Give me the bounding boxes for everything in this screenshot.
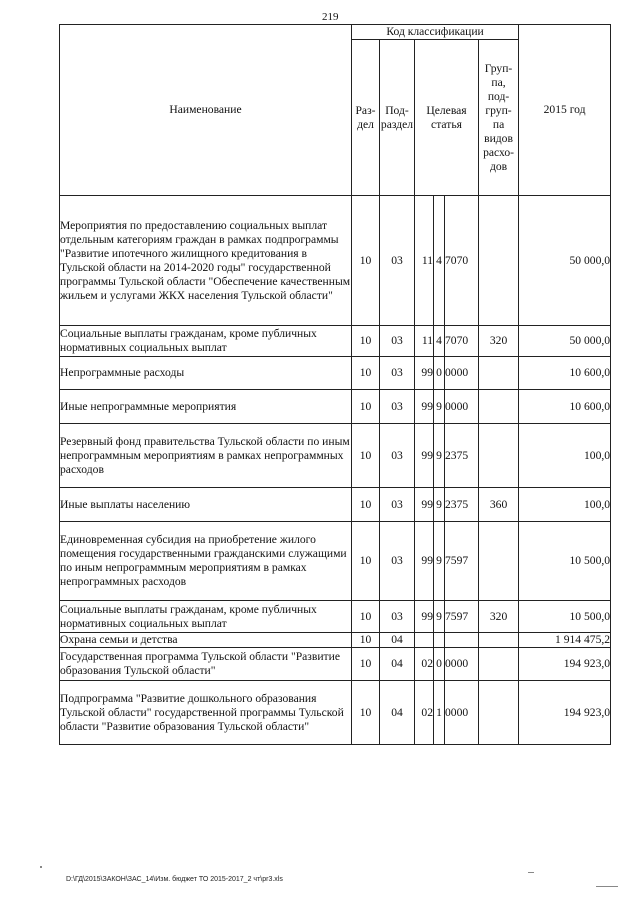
row-group (479, 357, 519, 390)
file-path-footer: D:\ГД\2015\ЗАКОН\ЗАС_14\Изм. бюджет ТО 2015-2017_2 чт\pr3.xls (66, 876, 283, 883)
row-statia-program: 02 (415, 648, 434, 681)
row-podrazdel: 03 (380, 390, 415, 424)
row-statia-program: 11 (415, 196, 434, 326)
row-name: Иные непрограммные мероприятия (60, 390, 352, 424)
row-podrazdel: 03 (380, 424, 415, 488)
row-razdel: 10 (352, 601, 380, 633)
row-razdel: 10 (352, 196, 380, 326)
row-statia-direction: 0000 (445, 357, 479, 390)
row-statia-subprogram: 9 (434, 424, 445, 488)
row-podrazdel: 03 (380, 326, 415, 357)
row-group: 320 (479, 601, 519, 633)
row-statia-subprogram: 1 (434, 681, 445, 745)
row-group (479, 633, 519, 648)
header-classification: Код классификации (352, 25, 519, 40)
row-razdel: 10 (352, 390, 380, 424)
table-row (60, 681, 611, 745)
row-razdel: 10 (352, 357, 380, 390)
row-amount: 100,0 (519, 488, 611, 522)
row-razdel: 10 (352, 488, 380, 522)
row-statia-program: 11 (415, 326, 434, 357)
row-podrazdel: 03 (380, 488, 415, 522)
header-year: 2015 год (519, 25, 611, 196)
row-name: Единовременная субсидия на приобретение жилого помещения государственными гражданскими служащими по иным непрограммным мероприятиям в рамках непрограммных расходов (60, 522, 352, 601)
row-statia-subprogram: 0 (434, 648, 445, 681)
page-number: 219 (322, 11, 339, 23)
row-amount: 10 600,0 (519, 390, 611, 424)
row-statia-program: 02 (415, 681, 434, 745)
row-name: Подпрограмма "Развитие дошкольного образования Тульской области" государственной программы Тульской области "Развитие образования Тульской области" (60, 681, 352, 745)
row-razdel: 10 (352, 326, 380, 357)
row-amount: 10 600,0 (519, 357, 611, 390)
scan-speck (528, 872, 534, 873)
header-name: Наименование (60, 25, 352, 196)
row-name: Социальные выплаты гражданам, кроме публичных нормативных социальных выплат (60, 326, 352, 357)
table-row (60, 601, 611, 633)
scan-speck (40, 866, 42, 868)
table-row (60, 488, 611, 522)
row-statia-subprogram: 9 (434, 522, 445, 601)
table-row (60, 357, 611, 390)
row-podrazdel: 04 (380, 681, 415, 745)
row-statia-program: 99 (415, 424, 434, 488)
row-amount: 10 500,0 (519, 601, 611, 633)
row-name: Непрограммные расходы (60, 357, 352, 390)
row-amount: 194 923,0 (519, 681, 611, 745)
row-statia-direction: 0000 (445, 390, 479, 424)
table-row (60, 390, 611, 424)
row-statia-direction: 0000 (445, 648, 479, 681)
row-name: Государственная программа Тульской области "Развитие образования Тульской области" (60, 648, 352, 681)
row-podrazdel: 03 (380, 357, 415, 390)
row-name: Социальные выплаты гражданам, кроме публичных нормативных социальных выплат (60, 601, 352, 633)
row-statia-program: 99 (415, 357, 434, 390)
row-statia-direction: 7070 (445, 326, 479, 357)
row-name: Резервный фонд правительства Тульской области по иным непрограммным мероприятиям в рамках непрограммных расходов (60, 424, 352, 488)
table-row (60, 522, 611, 601)
row-statia-subprogram: 9 (434, 390, 445, 424)
row-statia-subprogram (434, 633, 445, 648)
table-row (60, 424, 611, 488)
row-podrazdel: 03 (380, 522, 415, 601)
row-statia-subprogram: 0 (434, 357, 445, 390)
row-group (479, 522, 519, 601)
row-statia-subprogram: 4 (434, 196, 445, 326)
row-statia-subprogram: 4 (434, 326, 445, 357)
row-amount: 194 923,0 (519, 648, 611, 681)
row-razdel: 10 (352, 681, 380, 745)
row-razdel: 10 (352, 633, 380, 648)
row-statia-program (415, 633, 434, 648)
row-group: 320 (479, 326, 519, 357)
row-statia-direction: 7597 (445, 601, 479, 633)
table-row (60, 648, 611, 681)
row-amount: 1 914 475,2 (519, 633, 611, 648)
row-amount: 100,0 (519, 424, 611, 488)
row-amount: 50 000,0 (519, 326, 611, 357)
row-podrazdel: 03 (380, 601, 415, 633)
row-name: Иные выплаты населению (60, 488, 352, 522)
row-group: 360 (479, 488, 519, 522)
row-statia-subprogram: 9 (434, 601, 445, 633)
budget-table (59, 24, 611, 745)
header-razdel: Раз- дел (352, 40, 380, 196)
row-statia-program: 99 (415, 601, 434, 633)
row-group (479, 196, 519, 326)
table-row (60, 196, 611, 326)
scan-speck (596, 886, 618, 887)
row-amount: 10 500,0 (519, 522, 611, 601)
header-group: Груп- па, под- груп- па видов расхо- дов (479, 40, 519, 196)
row-name: Мероприятия по предоставлению социальных выплат отдельным категориям граждан в рамках подпрограммы "Развитие ипотечного жилищного кредитования в Тульской области на 2014-2020 годы" государственной программы Тульской области "Обеспечение качественным жильем и услугами ЖКХ населения Тульской области" (60, 196, 352, 326)
row-statia-direction: 0000 (445, 681, 479, 745)
header-statia: Целевая статья (415, 40, 479, 196)
row-podrazdel: 04 (380, 648, 415, 681)
row-group (479, 424, 519, 488)
row-amount: 50 000,0 (519, 196, 611, 326)
row-statia-program: 99 (415, 522, 434, 601)
row-statia-direction: 2375 (445, 424, 479, 488)
row-statia-subprogram: 9 (434, 488, 445, 522)
row-name: Охрана семьи и детства (60, 633, 352, 648)
row-group (479, 390, 519, 424)
row-statia-direction: 7070 (445, 196, 479, 326)
row-razdel: 10 (352, 522, 380, 601)
row-podrazdel: 04 (380, 633, 415, 648)
row-statia-direction (445, 633, 479, 648)
row-group (479, 648, 519, 681)
table-row (60, 633, 611, 648)
table-row (60, 326, 611, 357)
row-statia-direction: 2375 (445, 488, 479, 522)
header-row-top (60, 25, 611, 40)
row-razdel: 10 (352, 424, 380, 488)
row-statia-program: 99 (415, 488, 434, 522)
row-statia-direction: 7597 (445, 522, 479, 601)
row-statia-program: 99 (415, 390, 434, 424)
header-podrazdel: Под- раздел (380, 40, 415, 196)
row-razdel: 10 (352, 648, 380, 681)
row-podrazdel: 03 (380, 196, 415, 326)
row-group (479, 681, 519, 745)
